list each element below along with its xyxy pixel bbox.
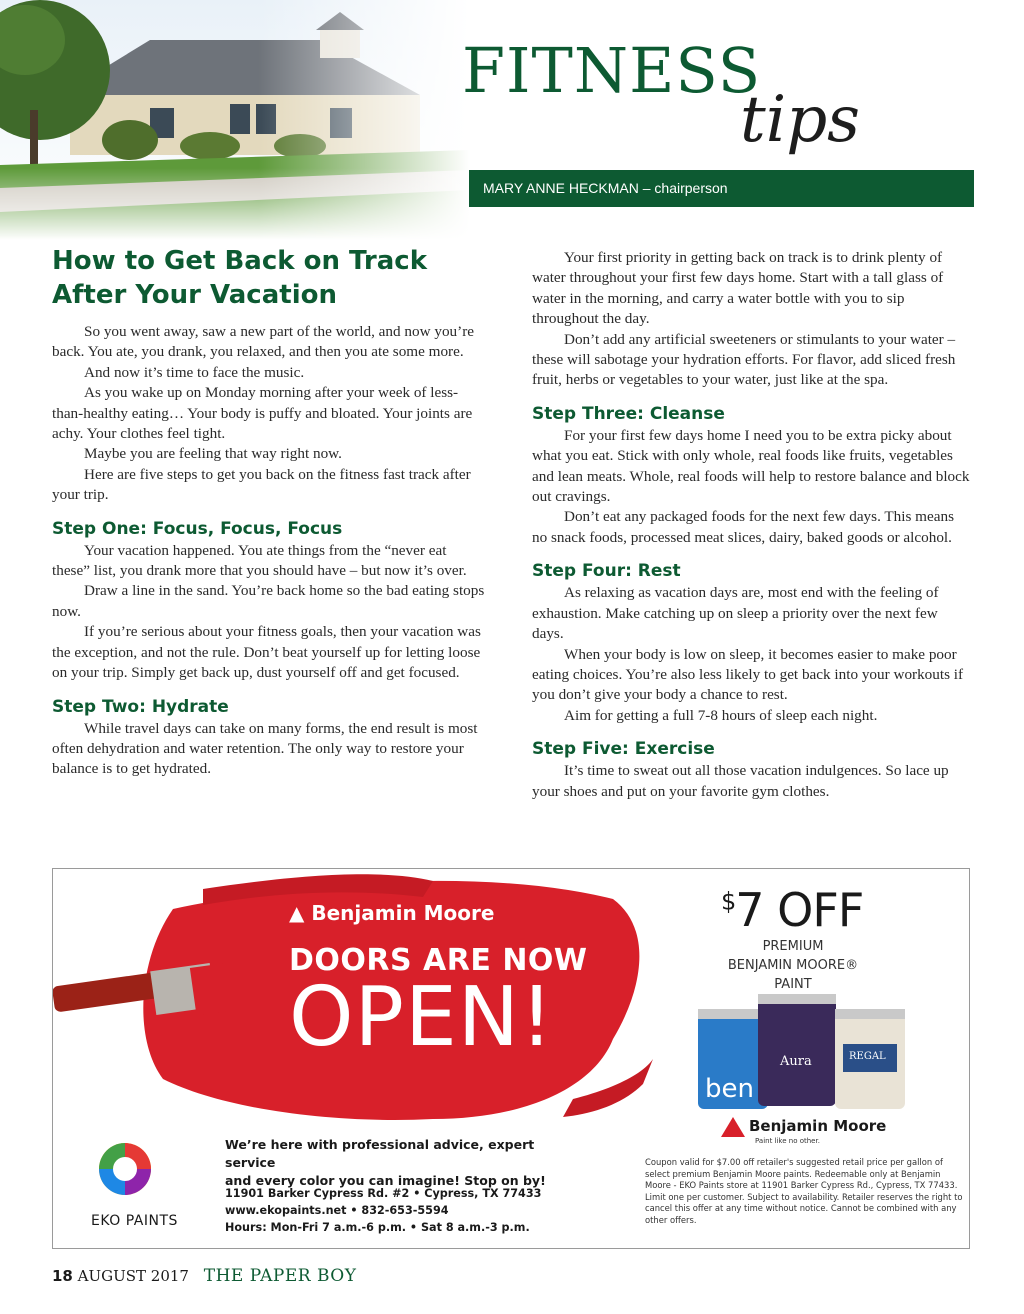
can-label-ben: ben — [705, 1074, 754, 1104]
advertisement[interactable] — [52, 868, 970, 1249]
body-paragraph: Here are five steps to get you back on the fitness fast track after your trip. — [52, 465, 471, 504]
offer-brand: Benjamin Moore — [749, 1117, 887, 1135]
body-paragraph: When your body is low on sleep, it becomes easier to make poor eating choices. You’re also less likely to get back into your workouts if you don’t give your body a chance to rest. — [532, 645, 964, 704]
body-paragraph: For your first few days home I need you to be extra picky about what you eat. Stick with only whole, real foods like fruits, vegetables and lean meats. Whole, real foods will help to restore balance and block out cravings. — [532, 426, 970, 506]
step-heading: Step Two: Hydrate — [52, 696, 229, 717]
can-label-regal: REGAL — [849, 1051, 886, 1062]
body-paragraph: As relaxing as vacation days are, most end with the feeling of exhaustion. Make catching up on sleep a priority over the next few days. — [532, 584, 939, 643]
section-masthead — [462, 34, 1022, 170]
body-paragraph: Your first priority in getting back on track is to drink plenty of water throughout your first few days home. Start with a tall glass of water in the morning, and carry a water bottle with you to sip throughout the day. — [532, 249, 944, 328]
offer-description: PREMIUM BENJAMIN MOORE® PAINT — [727, 939, 859, 992]
article-title: How to Get Back on Track After Your Vacation — [52, 246, 427, 310]
body-paragraph: Maybe you are feeling that way right now. — [84, 445, 342, 463]
page-number: 18 — [52, 1267, 73, 1285]
body-paragraph: Draw a line in the sand. You’re back home so the bad eating stops now. — [52, 582, 485, 620]
article-column-1 — [52, 322, 488, 780]
step-heading: Step One: Focus, Focus, Focus — [52, 518, 343, 539]
byline-bar: MARY ANNE HECKMAN – chairperson — [469, 170, 974, 207]
body-paragraph: Aim for getting a full 7-8 hours of sleep each night. — [564, 706, 878, 724]
store-address: 11901 Barker Cypress Rd. #2 • Cypress, TX 77433 — [225, 1187, 542, 1200]
header-photo — [0, 0, 470, 240]
section-title-script: tips — [740, 83, 860, 157]
brand-tagline: Paint like no other. — [755, 1137, 820, 1145]
offer-amount: $7 OFF — [721, 883, 864, 937]
step-heading: Step Five: Exercise — [532, 739, 715, 760]
body-paragraph: While travel days can take on many forms, the end result is most often dehydration and water retention. The only way to restore your balance is to get hydrated. — [52, 719, 478, 778]
issue-date: AUGUST 2017 — [77, 1267, 189, 1285]
body-paragraph: Don’t add any artificial sweeteners or stimulants to your water – these will sabotage your hydration efforts. For flavor, add sliced fresh fruit, herbs or vegetables to your water, just like at the spa. — [532, 330, 956, 389]
store-name: EKO PAINTS — [91, 1213, 178, 1229]
ad-brand-logo: ▲ Benjamin Moore — [289, 901, 495, 925]
ad-store-info — [225, 1185, 575, 1236]
ad-tagline: We’re here with professional advice, expert service and every color you can imagine! Stop on by! — [225, 1137, 546, 1188]
body-paragraph: Don’t eat any packaged foods for the next few days. This means no snack foods, processed meat slices, dairy, baked goods or alcohol. — [532, 508, 954, 546]
store-web-phone[interactable]: www.ekopaints.net • 832-653-5594 — [225, 1204, 449, 1217]
step-heading: Step Three: Cleanse — [532, 403, 725, 424]
benjamin-moore-logo-icon: ▲ — [289, 901, 312, 925]
article-column-2 — [532, 248, 972, 802]
step-heading: Step Four: Rest — [532, 561, 681, 582]
body-paragraph: So you went away, saw a new part of the world, and now you’re back. You ate, you drank, you relaxed, and then you ate some more. — [52, 323, 474, 361]
page-footer — [52, 1265, 356, 1287]
ad-headline-2: OPEN! — [289, 970, 555, 1065]
body-paragraph: As you wake up on Monday morning after your week of less-than-healthy eating… Your body is puffy and bloated. Your joints are achy. Your clothes feel tight. — [52, 384, 473, 443]
body-paragraph: It’s time to sweat out all those vacation indulgences. So lace up your shoes and put on your favorite gym clothes. — [532, 762, 949, 800]
benjamin-moore-logo-icon — [721, 1117, 745, 1137]
store-hours: Hours: Mon-Fri 7 a.m.-6 p.m. • Sat 8 a.m.-3 p.m. — [225, 1221, 530, 1234]
body-paragraph: And now it’s time to face the music. — [84, 363, 305, 381]
ad-headline-1: DOORS ARE NOW — [289, 943, 588, 978]
body-paragraph: If you’re serious about your fitness goals, then your vacation was the exception, and not the rule. Don’t beat yourself up for letting loose on your trip. Simply get back up, dust yourself off and get focused. — [52, 623, 481, 682]
eko-logo-icon — [99, 1143, 151, 1195]
body-paragraph: Your vacation happened. You ate things from the “never eat these” list, you drank more that you should have – but now it’s over. — [52, 541, 467, 580]
coupon-terms: Coupon valid for $7.00 off retailer's suggested retail price per gallon of select premium Benjamin Moore paints. Redeemable only at Benjamin Moore - EKO Paints store at 11901 Barker Cypress Rd., Cypress, TX 77433. Limit one per customer. Subject to availability. Retailer reserves the right to cancel this offer at any time without notice. Cannot be combined with any other offers. — [645, 1157, 963, 1225]
section-title: FITNESS — [462, 34, 762, 107]
can-label-aura: Aura — [780, 1054, 812, 1069]
publication-name: THE PAPER BOY — [203, 1266, 357, 1286]
